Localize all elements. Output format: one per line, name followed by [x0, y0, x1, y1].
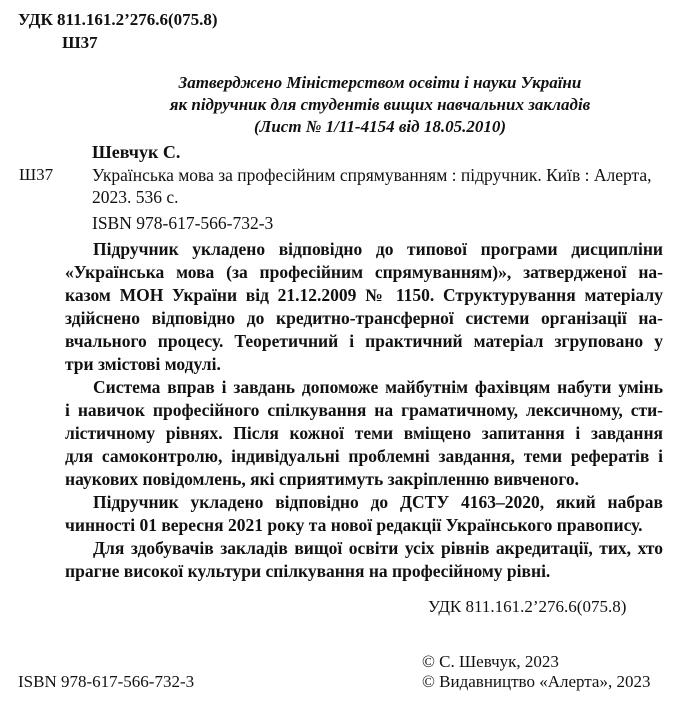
- approval-line: як підручник для студентів вищих навчальних закладів: [169, 95, 591, 114]
- side-author-mark: Ш37: [19, 165, 54, 184]
- udk-code-bottom: УДК 811.161.2’276.6(075.8): [428, 597, 627, 616]
- annotation-paragraph: [65, 238, 663, 376]
- annotation-line: прагне високої культури спілкування на професійному рівні.: [65, 561, 551, 581]
- isbn-bottom: ISBN 978-617-566-732-3: [18, 672, 195, 691]
- isbn: ISBN 978-617-566-732-3: [92, 213, 274, 233]
- annotation-line: здійснено відповідно до кредитно-трансферної системи організації на-: [65, 308, 663, 328]
- annotation-paragraph: [65, 376, 663, 491]
- annotation-line: Для здобувачів закладів вищої освіти усіх рівнів акредитації, тих, хто: [93, 538, 663, 558]
- bibliographic-description: Українська мова за професійним спрямуванням : підручник. Київ : Алерта, 2023. 536 с.: [92, 165, 652, 207]
- approval-statement: [140, 72, 620, 138]
- annotation-paragraph: [65, 537, 663, 583]
- annotation-line: Підручник укладено відповідно до типової програми дисципліни: [93, 239, 663, 259]
- copyright-author: © С. Шевчук, 2023: [422, 652, 559, 671]
- annotation-line: і навичок професійного спілкування на граматичному, лексичному, сти-: [65, 400, 663, 420]
- author-name: Шевчук С.: [92, 142, 181, 162]
- annotation-line: вчального процесу. Теоретичний і практичний матеріал згруповано у: [65, 331, 663, 351]
- approval-line: (Лист № 1/11-4154 від 18.05.2010): [254, 117, 506, 136]
- annotation-line: три змістові модулі.: [65, 354, 221, 374]
- annotation-line: «Українська мова (за професійним спрямуванням)», затвердженої на-: [65, 262, 663, 282]
- copyright-publisher: © Видавництво «Алерта», 2023: [422, 672, 651, 691]
- annotation-line: лістичному рівнях. Після кожної теми вміщено запитання і завдання: [65, 423, 663, 443]
- annotation-line: для самоконтролю, індивідуальні проблемні завдання, теми рефератів і: [65, 446, 663, 466]
- annotation: [65, 238, 663, 583]
- approval-line: Затверджено Міністерством освіти і науки України: [178, 73, 582, 92]
- annotation-line: Система вправ і завдань допоможе майбутнім фахівцям набути умінь: [93, 377, 663, 397]
- annotation-line: наукових повідомлень, які сприятимуть закріпленню вивченого.: [65, 469, 580, 489]
- annotation-line: казом МОН України від 21.12.2009 № 1150. Структурування матеріалу: [65, 285, 663, 305]
- annotation-line: чинності 01 вересня 2021 року та нової редакції Українського правопису.: [65, 515, 643, 535]
- annotation-paragraph: [65, 491, 663, 537]
- author-mark: Ш37: [62, 33, 98, 52]
- annotation-line: Підручник укладено відповідно до ДСТУ 4163–2020, який набрав: [93, 492, 663, 512]
- udk-code: УДК 811.161.2’276.6(075.8): [18, 10, 218, 29]
